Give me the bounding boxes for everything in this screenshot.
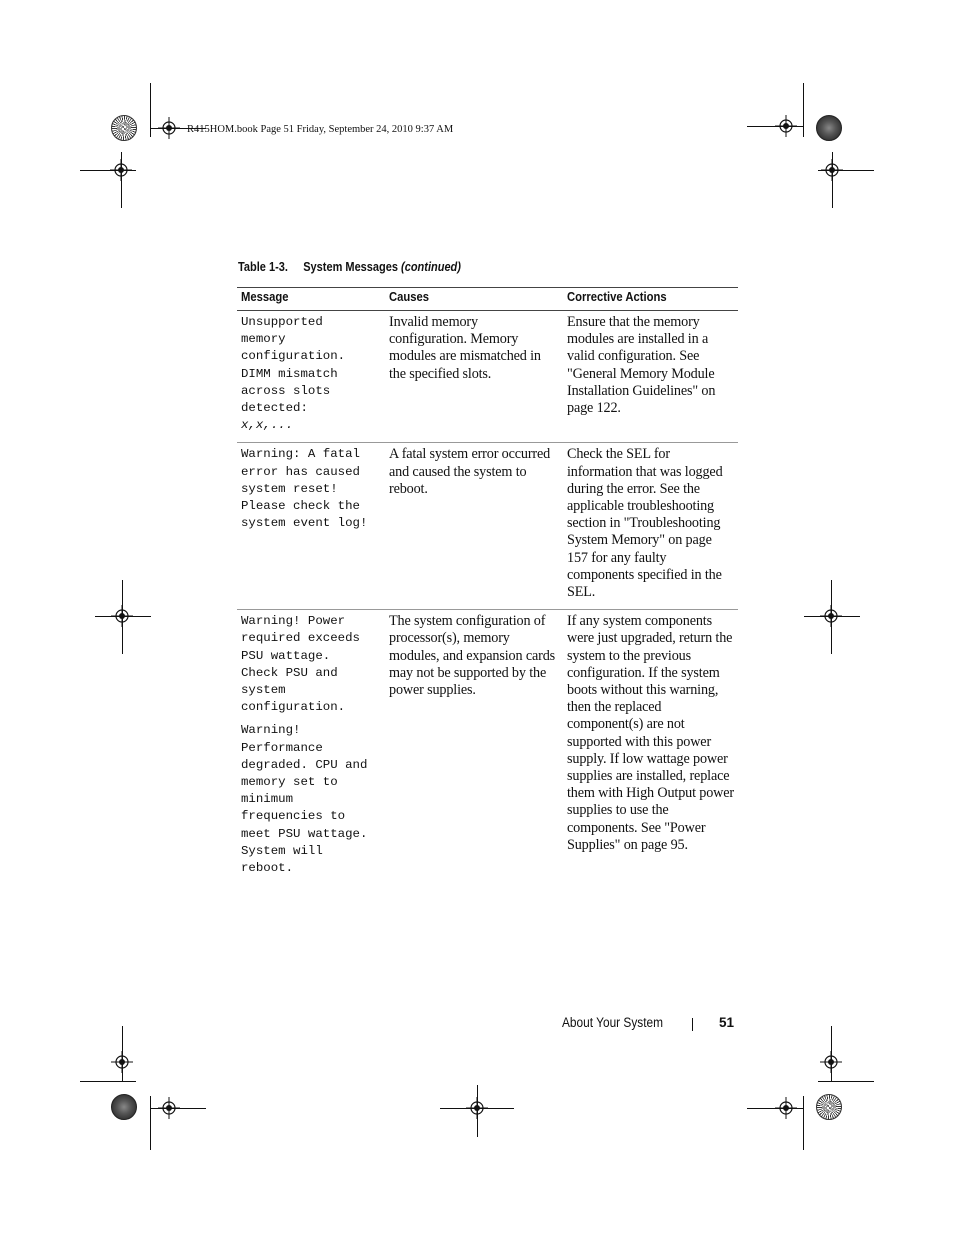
registration-target-icon [821, 159, 843, 181]
causes-cell: The system configuration of processor(s), memory modules, and expansion cards may not be supported by the power supplies. [389, 613, 556, 699]
table-caption [238, 260, 461, 274]
crop-mark [150, 1096, 151, 1150]
registration-target-icon [110, 159, 132, 181]
actions-cell: Ensure that the memory modules are installed in a valid configuration. See "General Memory Module Installation Guidelines" on page 122. [563, 311, 738, 443]
table-caption-title: System Messages [303, 260, 398, 274]
registration-target-icon [775, 115, 797, 137]
message-cell [237, 311, 385, 443]
registration-target-icon [820, 1051, 842, 1073]
actions-cell: If any system components were just upgraded, return the system to the previous configuration. If the system boots without this warning, then the replaced component(s) are not supported with this power supply. If low wattage power supplies are installed, replace them with High Output power supplies to use the components. See "Power Supplies" on page 95. [567, 613, 734, 853]
registration-target-icon [820, 605, 842, 627]
footer-divider [692, 1018, 693, 1031]
color-rosette-icon [816, 115, 842, 141]
registration-target-icon [111, 1051, 133, 1073]
table-caption-continued: (continued) [401, 260, 461, 274]
crop-mark [803, 83, 804, 137]
message-text: Warning: A fatal error has caused system reset! Please check the system event log! [241, 447, 368, 531]
page-number: 51 [719, 1015, 735, 1030]
color-rosette-icon [816, 1094, 842, 1120]
message-text: Warning! Performance degraded. CPU and memory set to minimum frequencies to meet PSU wattage. System will reboot. [241, 723, 368, 876]
page-footer [562, 1015, 735, 1030]
causes-cell: Invalid memory configuration. Memory modules are mismatched in the specified slots. [385, 311, 563, 443]
column-header-corrective-actions: Corrective Actions [563, 288, 738, 311]
registration-target-icon [466, 1097, 488, 1119]
book-page-slug: R415HOM.book Page 51 Friday, September 24, 2010 9:37 AM [187, 124, 454, 135]
column-header-message: Message [237, 288, 385, 311]
actions-cell: Check the SEL for information that was logged during the error. See the applicable troubleshooting section in "Troubleshooting System Memory" on page 157 for any faulty components specified in the SEL. [563, 443, 738, 610]
message-variable: x,x,... [241, 418, 294, 433]
table-row [237, 311, 738, 443]
registration-target-icon [158, 1097, 180, 1119]
message-cell [237, 610, 385, 886]
table-row [237, 610, 738, 886]
registration-target-icon [111, 605, 133, 627]
crop-mark [803, 1096, 804, 1150]
table-row [237, 443, 738, 610]
causes-cell: A fatal system error occurred and caused the system to reboot. [385, 443, 563, 610]
message-text: Unsupported memory configuration. DIMM mismatch across slots detected: [241, 315, 346, 416]
footer-section-title: About Your System [562, 1015, 664, 1030]
message-text: Warning! Power required exceeds PSU wattage. Check PSU and system configuration. [241, 614, 360, 715]
system-messages-table [237, 287, 738, 885]
color-rosette-icon [111, 115, 137, 141]
table-caption-label: Table 1-3. [238, 260, 288, 274]
table-header-row [237, 288, 738, 311]
crop-mark [80, 1081, 136, 1082]
message-cell [237, 443, 385, 610]
crop-mark [818, 1081, 874, 1082]
color-rosette-icon [111, 1094, 137, 1120]
registration-target-icon [158, 117, 180, 139]
registration-target-icon [775, 1097, 797, 1119]
column-header-causes: Causes [385, 288, 563, 311]
